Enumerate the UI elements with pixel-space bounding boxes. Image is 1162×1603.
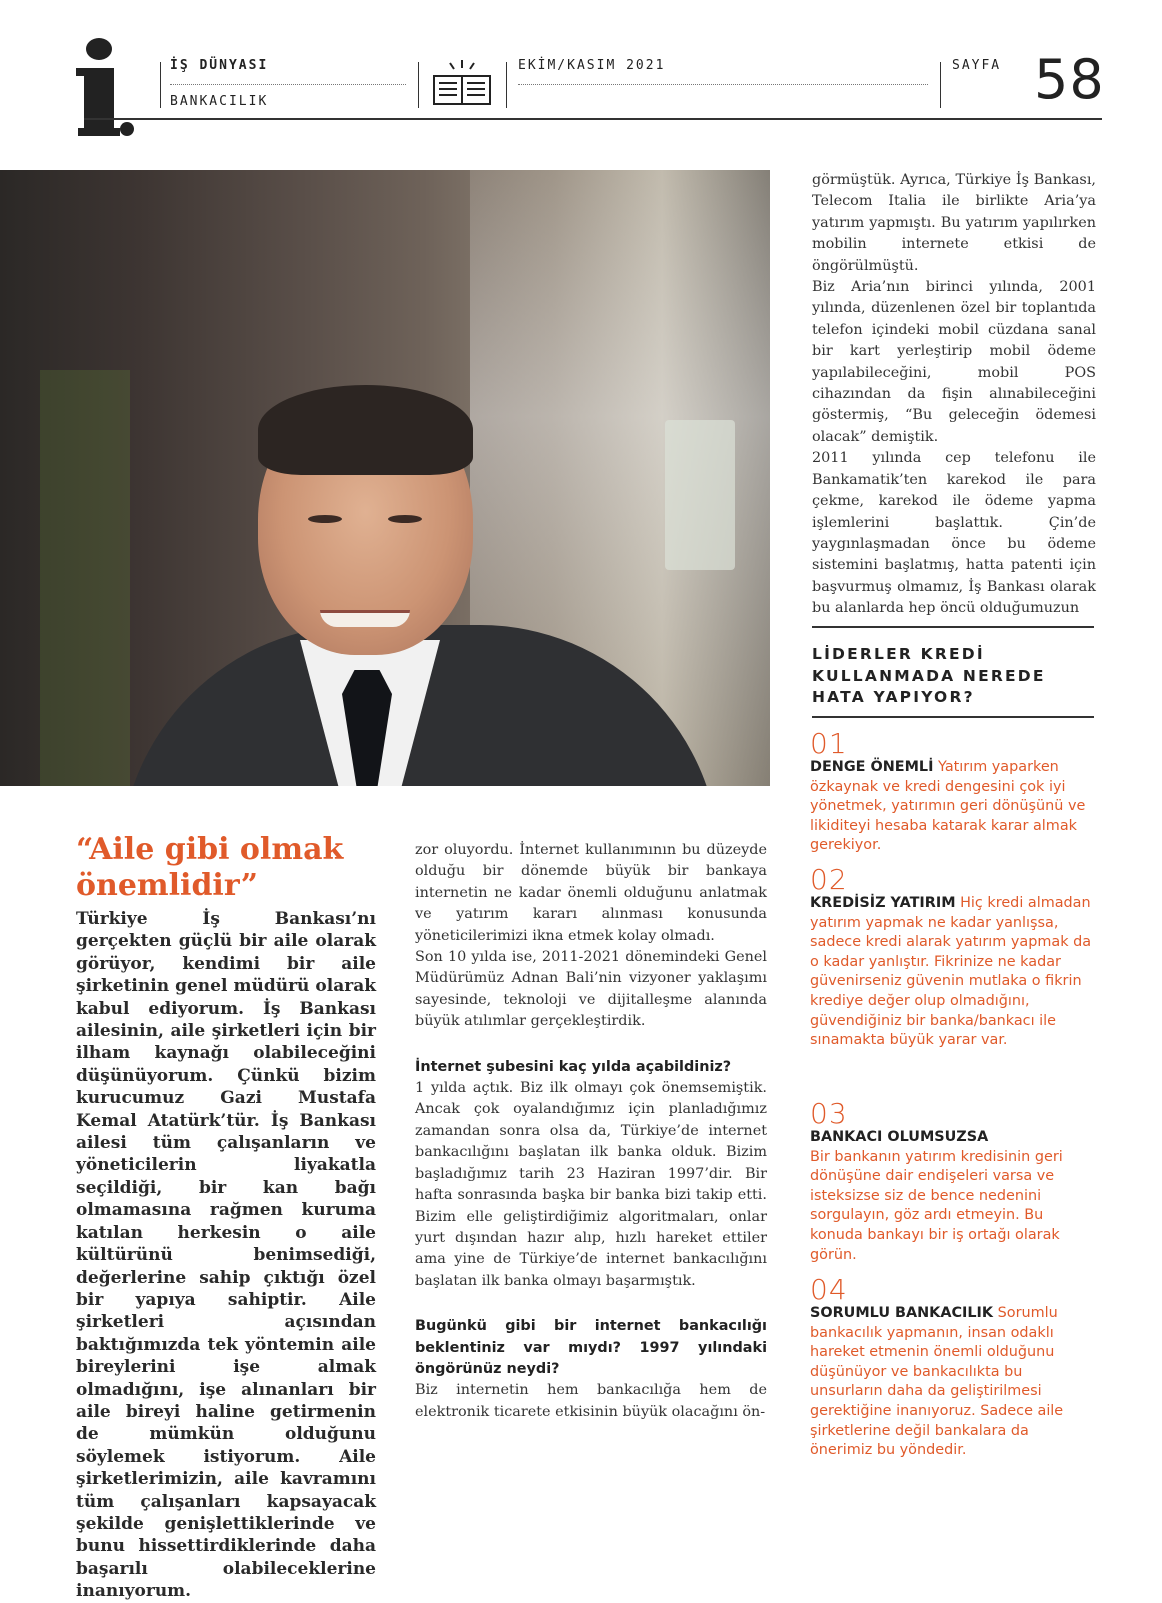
paragraph: görmüştük. Ayrıca, Türkiye İş Bankası, Telecom Italia ile birlikte Aria’ya yatırım yapmıştı. Bu yatırım yapılırken mobilin internete etkisi de öngörülmüştü. xyxy=(812,172,1096,274)
interview-question: İnternet şubesini kaç yılda açabildiniz? xyxy=(415,1058,732,1075)
header-divider xyxy=(940,62,941,108)
sidebar-tip xyxy=(810,1097,1094,1265)
tip-text: Hiç kredi almadan yatırım yapmak ne kadar yanlışsa, sadece kredi alarak yatırım yapmak da o kadar yanlıştır. Fikrinize ne kadar güvenirseniz güvenin mutlaka o fikrin krediye değer olup olmadığını, güvendiğiniz bir banka/bankacı ile sınamakta büyük yarar var. xyxy=(810,895,1092,1049)
tip-heading: SORUMLU BANKACILIK xyxy=(810,1305,994,1321)
paragraph: zor oluyordu. İnternet kullanımının bu düzeyde olduğu bir dönemde büyük bir bankaya internetin ne kadar önemli olduğunu anlatmak ve yatırım kararı alınması konusunda yöneticilerimizi ikna etmek kolay olmadı. xyxy=(415,842,767,944)
header-divider xyxy=(160,62,161,108)
tip-text: Yatırım yaparken özkaynak ve kredi dengesini çok iyi yönetmek, yatırımın geri dönüşünü ve likiditeyi hesaba katarak karar almak gerekiyor. xyxy=(810,759,1086,854)
open-book-icon xyxy=(428,58,496,110)
sidebar-top-rule xyxy=(812,626,1094,628)
interview-question: Bugünkü gibi bir internet bankacılığı beklentiniz var mıydı? 1997 yılındaki öngörünüz neydi? xyxy=(415,1318,767,1377)
tip-heading: DENGE ÖNEMLİ xyxy=(810,759,934,775)
portrait-photo xyxy=(0,170,770,786)
subsection-label: BANKACILIK xyxy=(170,94,269,109)
article-column-2 xyxy=(415,840,767,1423)
tip-body xyxy=(810,758,1094,856)
tip-text: Bir bankanın yatırım kredisinin geri dönüşüne dair endişeleri varsa ve isteksizse siz de bence nedenini sorgulayın, göz ardı etmeyin. Bu konuda bankayı bir iş ortağı olarak görün. xyxy=(810,1148,1063,1263)
header-rule xyxy=(84,118,1102,120)
header-dotted-rule xyxy=(170,84,406,85)
paragraph: Biz Aria’nın birinci yılında, 2001 yılında, düzenlenen özel bir toplantıda telefon içindeki mobil cüzdana sanal bir kart yerleştirip mobil ödeme yapılabileceğini, mobil POS cihazından da fişin alınabileceğini göstermiş, “Bu geleceğin ödemesi olacak” demiştik. xyxy=(812,279,1096,445)
header-dotted-rule xyxy=(518,84,928,85)
tip-number: 02 xyxy=(810,863,848,896)
sidebar-tip xyxy=(810,727,1094,856)
sidebar-tip xyxy=(810,1273,1094,1461)
page-label: SAYFA xyxy=(952,58,1002,73)
paragraph: 2011 yılında cep telefonu ile Bankamatik’ten karekod ile para çekme, karekod ile ödeme yapma işlemlerini başlattık. Çin’de yaygınlaşmadan önce bu ödeme sistemini başlatmış, hatta patenti için başvurmuş olmamız, İş Bankası olarak bu alanlarda hep öncü olduğumuzun xyxy=(812,450,1096,617)
header-divider xyxy=(506,62,507,108)
tip-heading: KREDİSİZ YATIRIM xyxy=(810,895,956,911)
paragraph: Son 10 yılda ise, 2011-2021 dönemindeki Genel Müdürümüz Adnan Bali’nin vizyoner yaklaşımı sayesinde, teknoloji ve dijitalleşme alanında büyük atılımlar gerçekleştirdik. xyxy=(415,949,767,1030)
tip-text: Sorumlu bankacılık yapmanın, insan odaklı hareket etmenin önemli olduğunu düşünüyor ve bankacılıkta bu unsurların daha da geliştirilmesi gerektiğine inanıyoruz. Sadece aile şirketlerine değil bankalara da önerimiz bu yöndedir. xyxy=(810,1305,1064,1459)
tip-heading: BANKACI OLUMSUZSA xyxy=(810,1129,989,1145)
section-label: İŞ DÜNYASI xyxy=(170,58,269,73)
header-divider xyxy=(418,62,419,108)
article-intro: Türkiye İş Bankası’nı gerçekten güçlü bir aile olarak görüyor, kendimi bir aile şirketinin genel müdürü olarak kabul ediyorum. İş Bankası ailesinin, aile şirketleri için bir ilham kaynağı olabileceğini düşünüyorum. Çünkü bizim kurucumuz Gazi Mustafa Kemal Atatürk’tür. İş Bankası ailesi tüm çalışanların ve yöneticilerin liyakatla seçildiği, bir kan bağı olmamasına rağmen kuruma katılan herkesin o aile kültürünü benimsediği, değerlerine sahip çıktığı özel bir yapıya sahiptir. Aile şirketleri açısından baktığımızda tek yöntemin aile bireylerini işe almak olmadığını, işe alınanları bir aile bireyi haline getirmenin de mümkün olduğunu söylemek istiyorum. Aile şirketlerimizin, aile kavramını tüm çalışanları kapsayacak şekilde genişlettiklerinde ve bunu hissettirdiklerinde daha başarılı olabileceklerine inanıyorum. xyxy=(76,909,376,1602)
tip-number: 03 xyxy=(810,1097,848,1130)
sidebar-title-rule xyxy=(812,716,1094,718)
issue-date: EKİM/KASIM 2021 xyxy=(518,58,666,73)
magazine-i-logo xyxy=(84,30,146,120)
paragraph: 1 yılda açtık. Biz ilk olmayı çok önemsemiştik. Ancak çok oyalandığımız için planladığımız zamandan sonra olsa da, Türkiye’de internet bankacılığını başlatan ilk banka olduk. Bizim başladığımız tarih 23 Haziran 1997’dir. Bir hafta sonrasında başka bir banka bizi takip etti. Bizim elle geliştirdiğimiz algoritmaları, onlar yurt dışından hazır alıp, hızlı hareket ettiler ama yine de Türkiye’de internet bankacılığını başlatan ilk banka olmayı başarmıştık. xyxy=(415,1080,767,1289)
article-column-3 xyxy=(812,170,1096,620)
tip-body xyxy=(810,894,1094,1051)
sidebar-title: LİDERLER KREDİ KULLANMADA NEREDE HATA YAPIYOR? xyxy=(812,645,1046,706)
tip-body xyxy=(810,1128,1094,1265)
tip-body xyxy=(810,1304,1094,1461)
sidebar-tip xyxy=(810,863,1094,1051)
article-headline: “Aile gibi olmak önemlidir” xyxy=(76,832,344,903)
paragraph: Biz internetin hem bankacılığa hem de elektronik ticarete etkisinin büyük olacağını ön- xyxy=(415,1382,767,1420)
page-number: 58 xyxy=(1034,48,1105,111)
tip-number: 04 xyxy=(810,1273,848,1306)
tip-number: 01 xyxy=(810,727,848,760)
